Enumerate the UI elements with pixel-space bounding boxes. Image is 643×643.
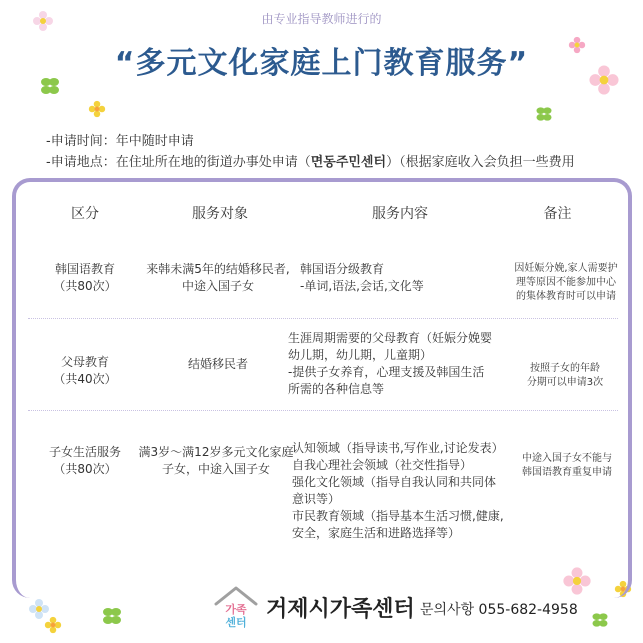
header-note: 备注 [543,206,572,222]
svg-text:가족: 가족 [225,603,247,616]
application-place [46,151,575,170]
header-content: 服务内容 [372,206,428,222]
row1-content: 韩国语分级教育 -单词,语法,会话,文化等 [300,262,424,293]
family-center-logo-icon [212,582,260,630]
page-subtitle: 由专业指导教师进行的 [261,12,382,26]
header-category: 区分 [71,206,99,222]
application-time: -申请时间：年中随时申请 [46,134,194,149]
leaf-decoration-icon [534,104,554,124]
contact-info: 문의사항 055-682-4958 [420,602,578,618]
row3-target: 满3岁～满12岁多元文化家庭 子女，中途入国子女 [138,445,294,476]
row1-category: 韩国语教育 （共80次） [53,262,117,293]
row-separator [28,318,618,319]
row3-note: 中途入国子女不能与 韩国语教育重复申请 [522,453,612,478]
row3-category: 子女生活服务 （共80次） [48,445,121,476]
application-place-korean: 면동주민센터 [310,155,387,170]
row-separator [28,410,618,411]
center-name: 거제시가족센터 [266,597,415,622]
svg-text:센터: 센터 [225,616,247,629]
row2-note: 按照子女的年龄 分期可以申请3次 [526,363,604,388]
row2-content: 生涯周期需要的父母教育（妊娠分娩婴 幼儿期，幼儿期，儿童期） -提供子女养育，心理支援及韩国生活 所需的各种信息等 [288,331,493,396]
row1-note: 因妊娠分娩,家人需要护 理等原因不能参加中心 的集体教育时可以申请 [514,263,618,302]
leaf-decoration-icon [590,610,610,630]
row2-category: 父母教育 （共40次） [53,355,117,386]
flower-decoration-icon [88,100,106,118]
row1-target: 来韩未满5年的结婚移民者, 中途入国子女 [146,262,290,293]
page-title: “多元文化家庭上门教育服务” [114,46,529,81]
row3-content: 认知领域（指导读书,写作业,讨论发表） 自我心理社会领域（社交性指导） 强化文化领域（指导自我认同和共同体 意识等） 市民教育领域（指导基本生活习惯,健康, 安全，家庭生活和进路选择等） [292,441,504,540]
flower-decoration-icon [44,616,62,634]
header-target: 服务对象 [192,206,248,222]
leaf-decoration-icon [100,604,124,628]
row2-target: 结婚移民者 [187,357,248,371]
application-place-suffix: ）（根据家庭收入会负担一些费用 [386,155,575,170]
application-place-prefix: -申请地点：在住址所在地的街道办事处申请（ [46,155,311,170]
